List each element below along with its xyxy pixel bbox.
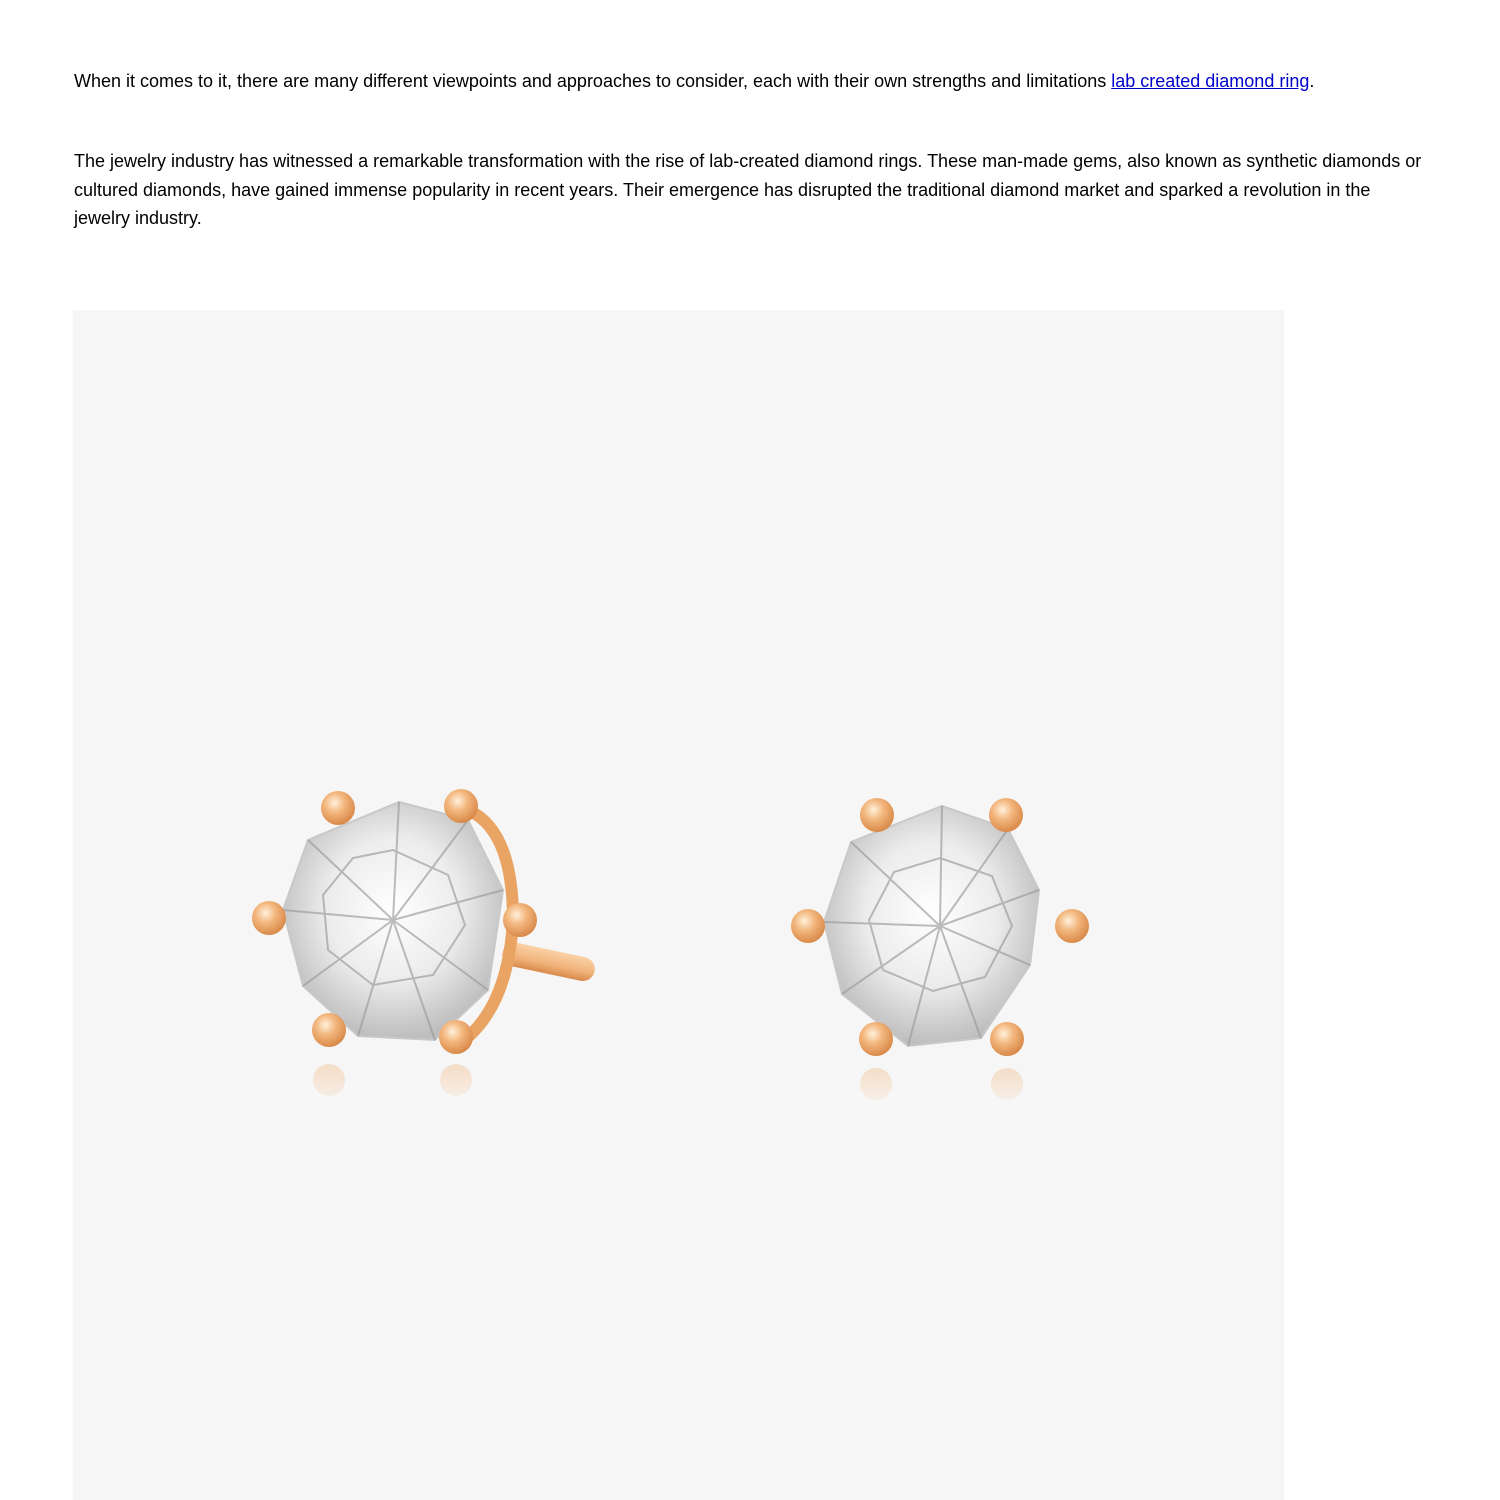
right-earring (791, 798, 1089, 1116)
diamond-stud-earrings-illustration (73, 310, 1284, 1500)
intro-text: When it comes to it, there are many different viewpoints and approaches to consider, each with their own strengths and limitations (74, 71, 1112, 91)
intro-text-end: . (1309, 71, 1315, 91)
left-earring (252, 789, 597, 1116)
reflection (303, 1064, 493, 1116)
lab-created-diamond-ring-link[interactable]: lab created diamond ring (1111, 71, 1310, 91)
intro-paragraph (74, 67, 1426, 96)
main-paragraph: The jewelry industry has witnessed a remarkable transformation with the rise of lab-created diamond rings. These man-made gems, also known as synthetic diamonds or cultured diamonds, have gained immense popularity in recent years. Their emergence has disrupted the traditional diamond market and sparked a revolution in the jewelry industry. (74, 151, 1422, 228)
earrings-product-image (73, 310, 1284, 1500)
reflection (853, 1068, 1033, 1116)
